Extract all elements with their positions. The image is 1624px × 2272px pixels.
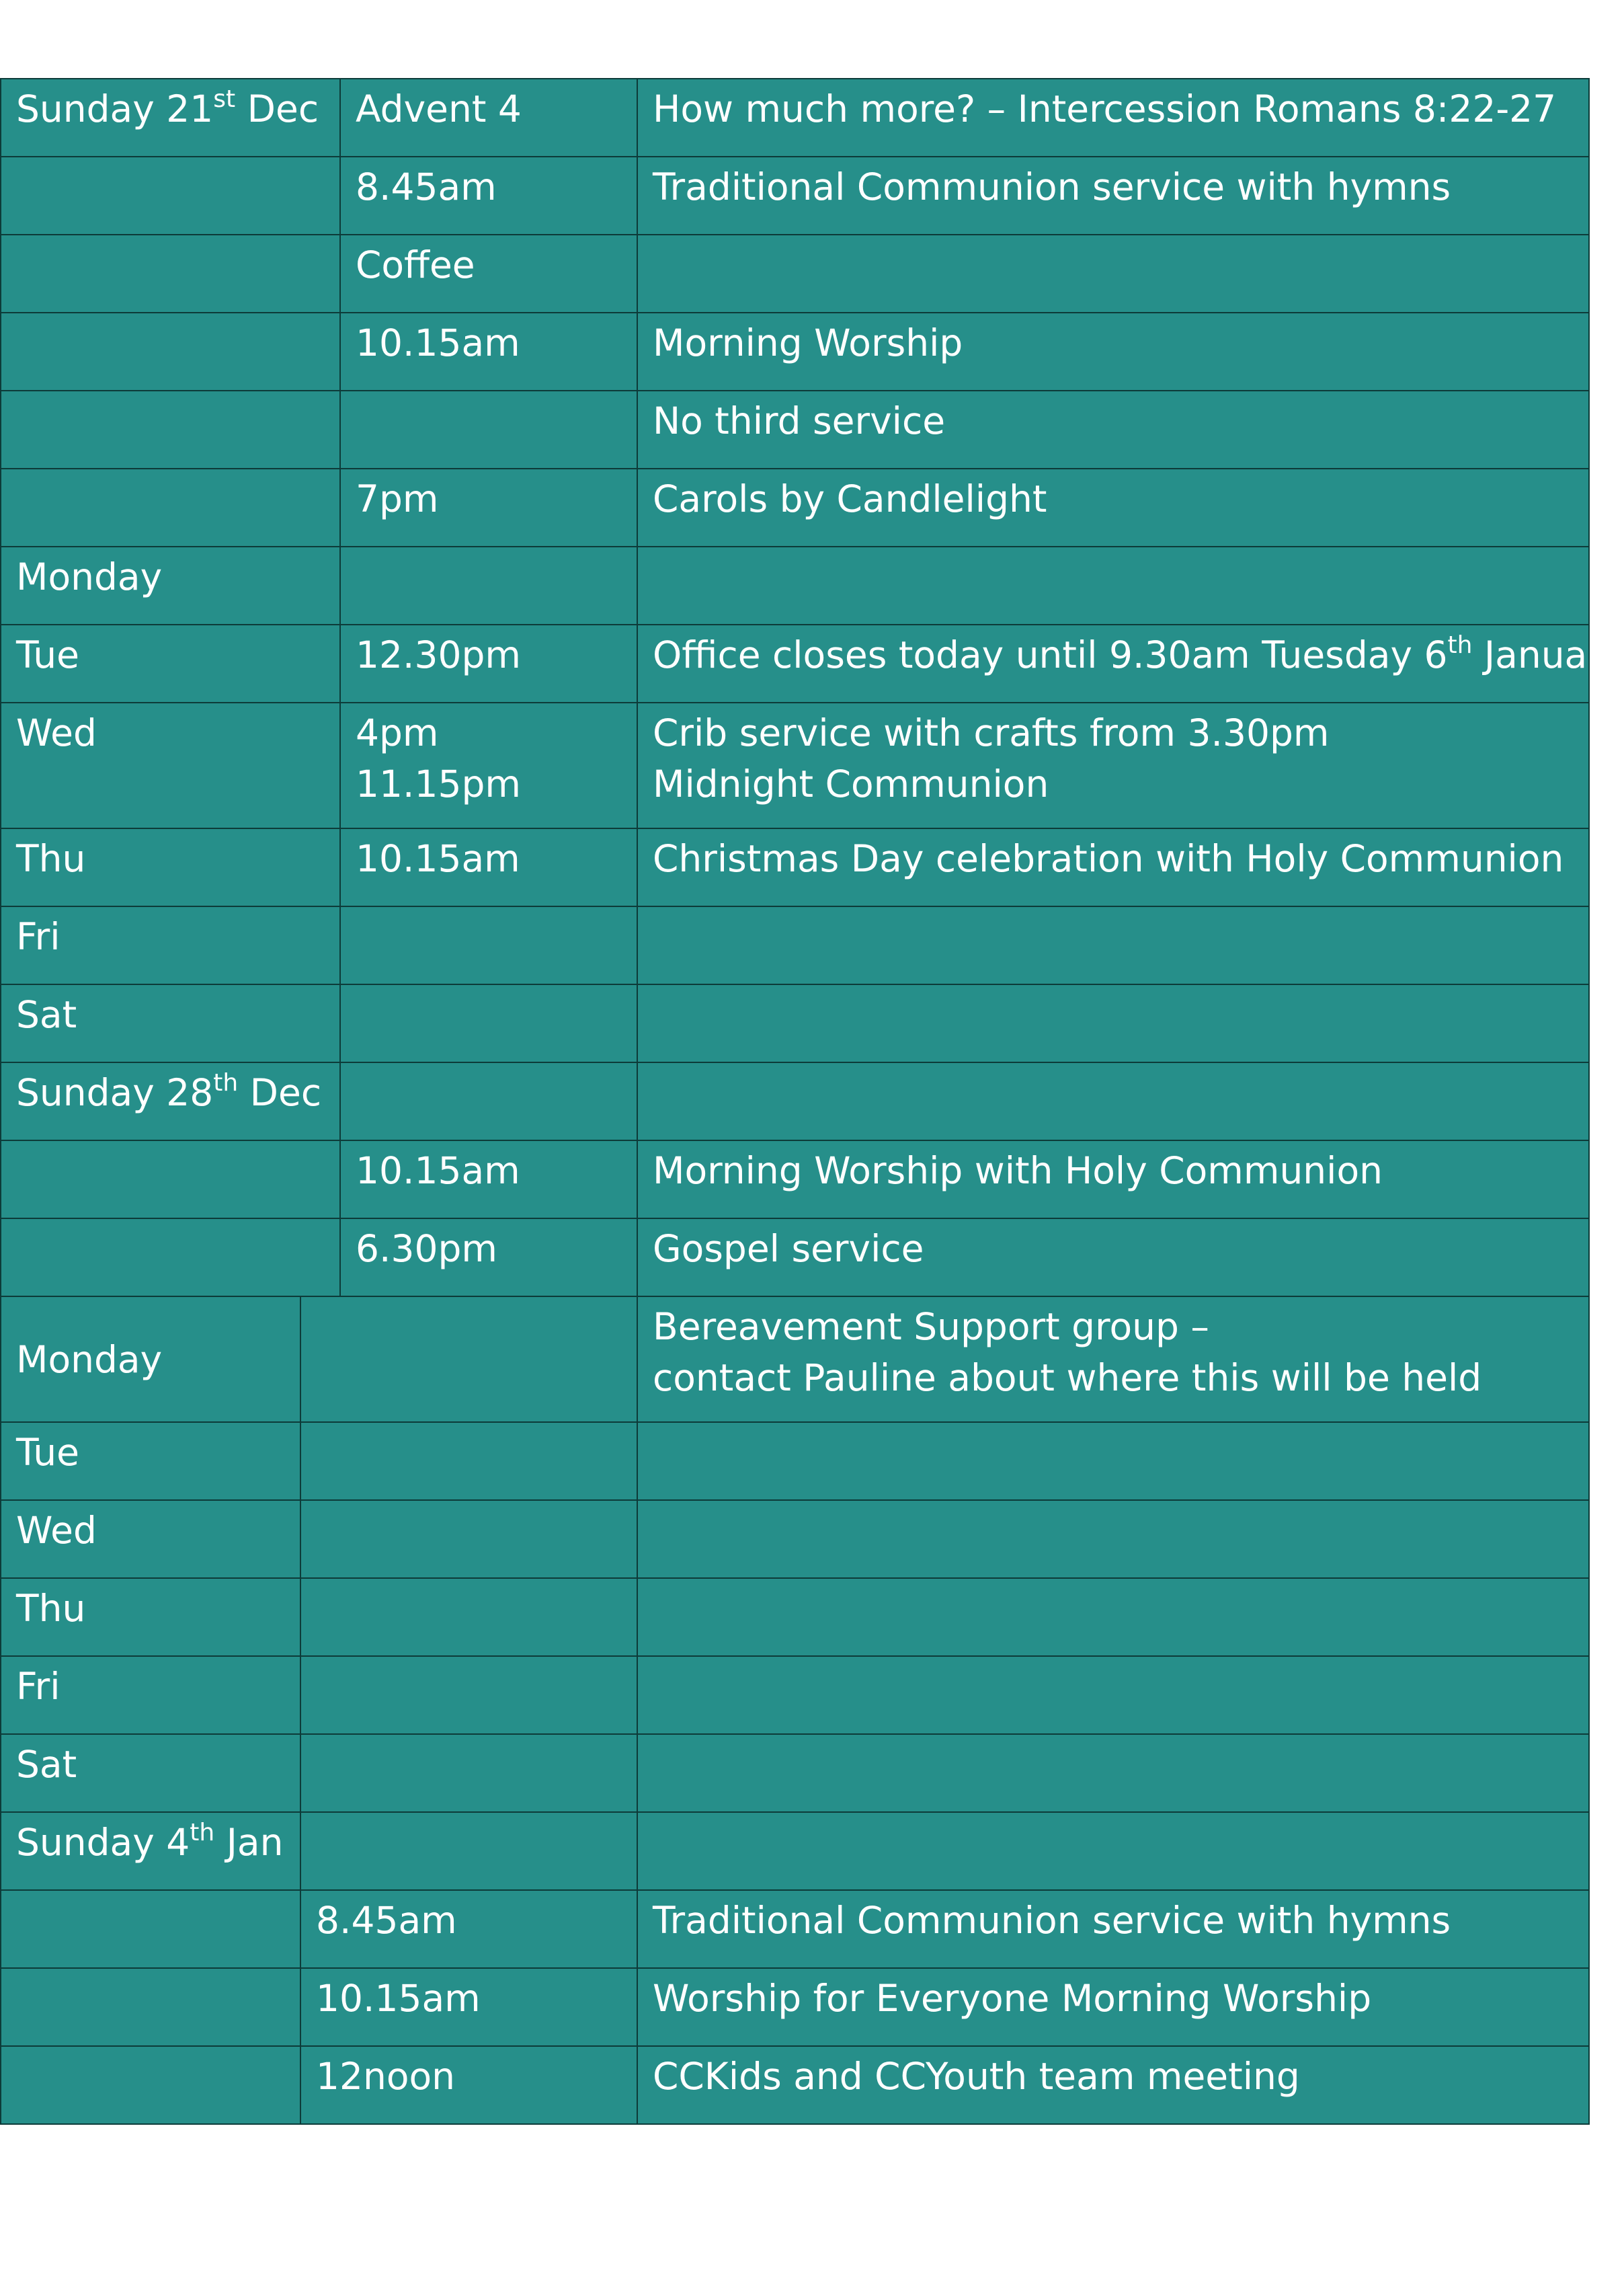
schedule-row: [0, 1967, 1590, 2045]
day-cell: [1, 313, 339, 390]
schedule-row: [0, 1889, 1590, 1967]
description-cell: [637, 703, 1588, 828]
description-text: Midnight Communion: [653, 762, 1049, 806]
schedule-row: [0, 1421, 1590, 1499]
time-text: 8.45am: [316, 1899, 457, 1942]
day-cell: [1, 703, 339, 828]
time-text: 6.30pm: [356, 1227, 497, 1270]
day-cell: [1, 1579, 300, 1655]
day-cell: [1, 1063, 339, 1140]
day-cell: [1, 1219, 339, 1296]
schedule-row: [0, 702, 1590, 828]
time-cell: [300, 1657, 637, 1733]
day-cell: [1, 235, 339, 312]
schedule-row: [0, 78, 1590, 156]
day-label: Thu: [16, 837, 86, 880]
description-text: contact Pauline about where this will be held: [653, 1356, 1482, 1399]
description-cell: [637, 2047, 1588, 2123]
day-label: Monday: [16, 1337, 163, 1381]
description-cell: [637, 391, 1588, 468]
description-text-part: Office closes today until 9.30am Tuesday 6: [653, 633, 1448, 676]
day-label: Tue: [16, 633, 79, 676]
day-cell: [1, 907, 339, 984]
description-text: Carols by Candlelight: [653, 477, 1047, 520]
time-cell: [300, 2047, 637, 2123]
schedule-row: [0, 1062, 1590, 1140]
time-cell: [300, 1969, 637, 2045]
description-text: Bereavement Support group –: [653, 1305, 1209, 1348]
schedule-row: [0, 546, 1590, 624]
time-text: 12noon: [316, 2055, 456, 2098]
day-cell: [1, 469, 339, 546]
description-cell: [637, 1141, 1588, 1218]
time-cell: [339, 829, 637, 906]
time-cell: [339, 1141, 637, 1218]
day-cell: [1, 829, 339, 906]
description-text: Morning Worship: [653, 321, 963, 364]
schedule-row: [0, 1218, 1590, 1296]
description-text: Traditional Communion service with hymns: [653, 165, 1451, 208]
ordinal-suffix: st: [213, 85, 236, 113]
day-cell: [1, 79, 339, 156]
description-cell: [637, 1735, 1588, 1811]
time-cell: [339, 1219, 637, 1296]
time-text: 7pm: [356, 477, 439, 520]
schedule-table: [0, 78, 1624, 2125]
description-cell: [637, 1969, 1588, 2045]
day-label: Sunday 4: [16, 1821, 190, 1864]
day-label: Sunday 28: [16, 1071, 214, 1114]
description-cell: [637, 469, 1588, 546]
month-label: Dec: [238, 1071, 322, 1114]
time-cell: [339, 79, 637, 156]
schedule-row: [0, 156, 1590, 234]
schedule-row: [0, 906, 1590, 984]
ordinal-suffix: th: [190, 1819, 215, 1846]
description-text: [653, 629, 1624, 680]
description-cell: [637, 1219, 1588, 1296]
description-cell: [637, 985, 1588, 1062]
month-label: Jan: [214, 1821, 284, 1864]
time-text: Coffee: [356, 243, 475, 286]
description-cell: [637, 1501, 1588, 1577]
time-cell: [339, 157, 637, 234]
day-label: Sunday 21: [16, 87, 214, 130]
day-cell: [1, 1501, 300, 1577]
description-cell: [637, 1891, 1588, 1967]
day-cell: [1, 1423, 300, 1499]
day-cell: [1, 1141, 339, 1218]
schedule-row: [0, 390, 1590, 468]
day-cell: [1, 1969, 300, 2045]
schedule-row: [0, 1499, 1590, 1577]
day-label: Sat: [16, 1743, 77, 1786]
time-cell: [300, 1579, 637, 1655]
time-cell: [339, 391, 637, 468]
time-text: 10.15am: [356, 321, 520, 364]
time-text: 8.45am: [356, 165, 497, 208]
time-cell: [300, 1735, 637, 1811]
schedule-row: [0, 2045, 1590, 2125]
time-cell: [300, 1297, 637, 1421]
schedule-row: [0, 1811, 1590, 1889]
description-cell: [637, 907, 1588, 984]
description-text: Crib service with crafts from 3.30pm: [653, 711, 1330, 754]
day-label: Sat: [16, 993, 77, 1036]
description-text: Christmas Day celebration with Holy Communion: [653, 837, 1564, 880]
schedule-row: [0, 984, 1590, 1062]
day-cell: [1, 1735, 300, 1811]
schedule-row: [0, 1577, 1590, 1655]
time-text: 10.15am: [356, 1149, 520, 1192]
day-cell: [1, 625, 339, 702]
day-cell: [1, 1891, 300, 1967]
schedule-row: [0, 312, 1590, 390]
schedule-row: [0, 1140, 1590, 1218]
description-text: CCKids and CCYouth team meeting: [653, 2055, 1300, 2098]
description-text: How much more? – Intercession Romans 8:22-27: [653, 87, 1557, 130]
description-cell: [637, 1657, 1588, 1733]
time-text: Advent 4: [356, 87, 522, 130]
time-cell: [339, 235, 637, 312]
day-label: Fri: [16, 1665, 60, 1708]
schedule-row: [0, 1655, 1590, 1733]
time-cell: [339, 547, 637, 624]
day-label: Fri: [16, 915, 60, 958]
time-cell: [300, 1813, 637, 1889]
description-cell: [637, 1579, 1588, 1655]
time-cell: [339, 469, 637, 546]
schedule-row: [0, 624, 1624, 702]
description-cell: [637, 235, 1588, 312]
day-cell: [1, 157, 339, 234]
schedule-row: [0, 1733, 1590, 1811]
day-label: Tue: [16, 1431, 79, 1474]
time-cell: [339, 703, 637, 828]
time-cell: [300, 1501, 637, 1577]
description-text: Gospel service: [653, 1227, 924, 1270]
time-cell: [339, 625, 637, 702]
time-cell: [339, 985, 637, 1062]
description-cell: [637, 157, 1588, 234]
description-cell: [637, 829, 1588, 906]
day-label: Wed: [16, 1509, 97, 1552]
description-text: Worship for Everyone Morning Worship: [653, 1977, 1372, 2020]
day-cell: [1, 1657, 300, 1733]
time-text: 10.15am: [316, 1977, 481, 2020]
day-cell: [1, 985, 339, 1062]
time-text: 10.15am: [356, 837, 520, 880]
month-label: Dec: [235, 87, 319, 130]
description-cell: [637, 1423, 1588, 1499]
schedule-row: [0, 468, 1590, 546]
day-cell: [1, 547, 339, 624]
schedule-row: [0, 828, 1590, 906]
description-text-part: January: [1472, 633, 1624, 676]
description-text: Traditional Communion service with hymns: [653, 1899, 1451, 1942]
description-cell: [637, 313, 1588, 390]
time-cell: [300, 1423, 637, 1499]
day-cell: [1, 2047, 300, 2123]
description-cell: [637, 1063, 1588, 1140]
description-cell: [637, 1297, 1588, 1421]
schedule-row: [0, 1296, 1590, 1421]
ordinal-suffix: th: [1447, 631, 1473, 659]
day-label: Wed: [16, 711, 97, 754]
description-text: No third service: [653, 399, 946, 442]
time-cell: [339, 1063, 637, 1140]
description-cell: [637, 79, 1588, 156]
day-cell: [1, 391, 339, 468]
time-cell: [339, 907, 637, 984]
time-cell: [339, 313, 637, 390]
time-text: 11.15pm: [356, 762, 521, 806]
time-cell: [300, 1891, 637, 1967]
schedule-row: [0, 234, 1590, 312]
description-cell: [637, 625, 1624, 702]
description-text: Morning Worship with Holy Communion: [653, 1149, 1383, 1192]
day-label: Monday: [16, 555, 163, 598]
ordinal-suffix: th: [213, 1069, 239, 1097]
day-cell: [1, 1813, 300, 1889]
day-label: Thu: [16, 1587, 86, 1630]
description-cell: [637, 547, 1588, 624]
day-cell: [1, 1297, 300, 1421]
time-text: 12.30pm: [356, 633, 521, 676]
description-cell: [637, 1813, 1588, 1889]
time-text: 4pm: [356, 711, 439, 754]
